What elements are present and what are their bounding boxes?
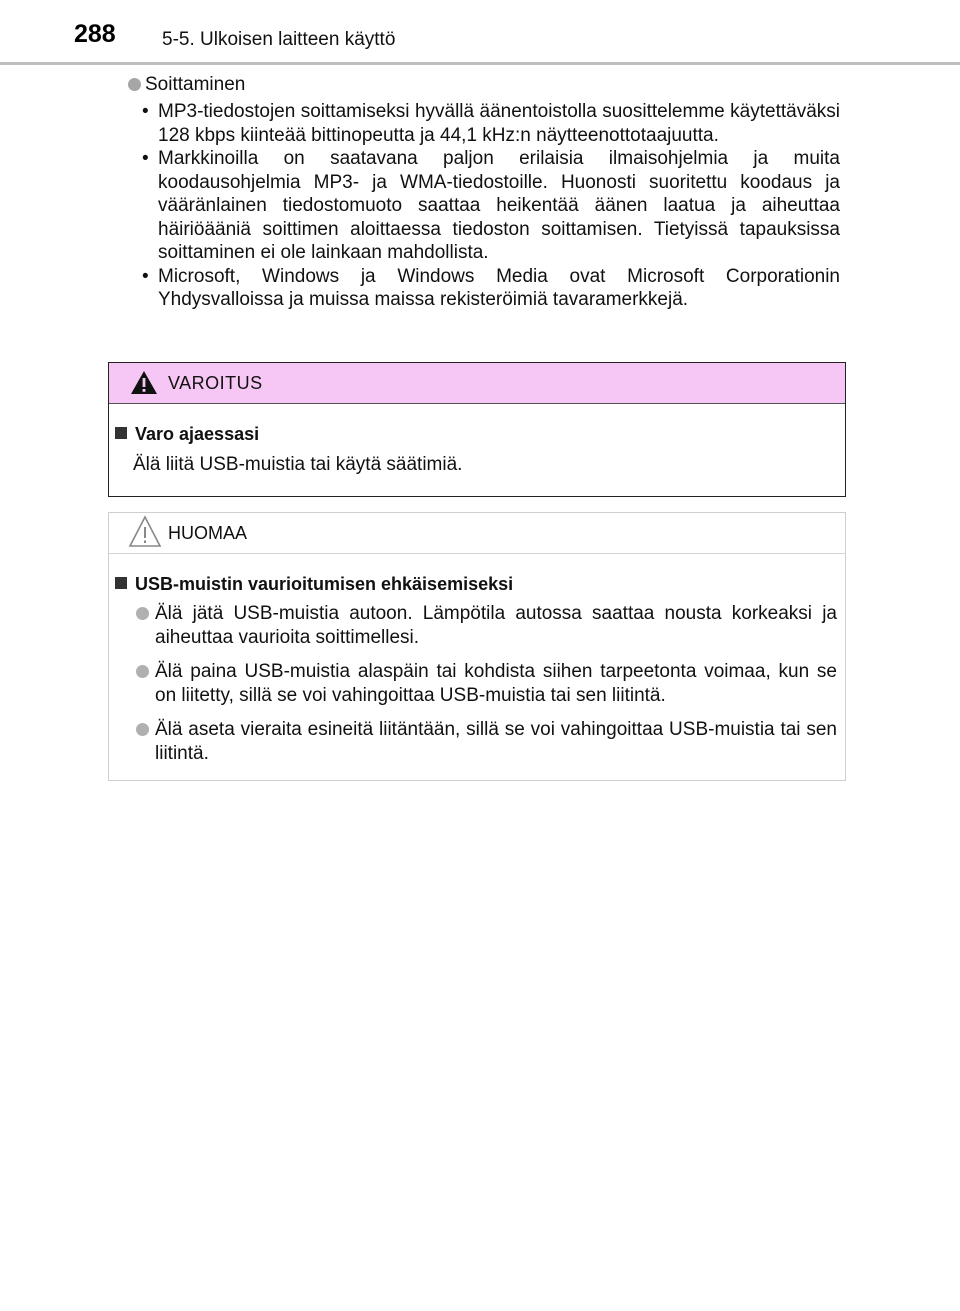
page-number: 288 (74, 20, 116, 48)
bullet-icon: • (142, 101, 149, 122)
list-item: • Markkinoilla on saatavana paljon erilaisia ilmaisohjelmia ja muita koodausohjelmia MP3- ja WMA-tiedostoille. Huonosti suoritettu koodaus ja vääränlainen tiedostomuoto saattaa heikentää äänen laatua ja aiheuttaa häiriöääniä soittimen aloittaessa tiedoston soittamisen. Tietyissä tapauksissa soittaminen ei ole lainkaan mahdollista. (142, 148, 840, 263)
notice-box (108, 512, 846, 781)
square-bullet-icon (115, 577, 127, 589)
bullet-dot-icon (136, 665, 149, 678)
warning-box (108, 362, 846, 497)
bullet-icon: • (142, 148, 149, 169)
list-item: Älä jätä USB-muistia autoon. Lämpötila autossa saattaa nousta korkeaksi ja aiheuttaa vaurioita soittimellesi. (115, 602, 837, 650)
bullet-icon: • (142, 265, 149, 287)
notice-title: HUOMAA (168, 523, 248, 543)
bullet-dot-icon (136, 607, 149, 620)
header-divider (0, 62, 960, 65)
notice-subheading: USB-muistin vaurioitumisen ehkäisemiseksi (115, 572, 837, 596)
list-item: Älä aseta vieraita esineitä liitäntään, sillä se voi vahingoittaa USB-muistia tai sen liitintä. (115, 718, 837, 766)
square-bullet-icon (115, 427, 127, 439)
notice-header (109, 513, 845, 554)
section-title: 5-5. Ulkoisen laitteen käyttö (162, 29, 396, 50)
playback-section (128, 72, 840, 312)
playback-heading: Soittaminen (128, 72, 840, 98)
warning-text: Älä liitä USB-muistia tai käytä säätimiä. (133, 454, 463, 475)
list-item: • Microsoft, Windows ja Windows Media ovat Microsoft Corporationin Yhdysvalloissa ja muissa maissa rekisteröimiä tavaramerkkejä. (142, 265, 840, 310)
list-item: • MP3-tiedostojen soittamiseksi hyvällä äänentoistolla suosittelemme käytettäväksi 128 kbps kiinteää bittinopeutta ja 44,1 kHz:n näytteenottotaajuutta. (142, 101, 840, 146)
warning-triangle-icon (130, 370, 158, 400)
playback-bullet-list (128, 100, 840, 312)
bullet-dot-icon (136, 723, 149, 736)
warning-subheading: Varo ajaessasi (115, 422, 837, 446)
list-item: Älä paina USB-muistia alaspäin tai kohdista siihen tarpeetonta voimaa, kun se on liitetty, sillä se voi vahingoittaa USB-muistia tai sen liitintä. (115, 660, 837, 708)
warning-header (109, 363, 845, 404)
warning-title: VAROITUS (168, 373, 263, 393)
warning-triangle-outline-icon (128, 515, 162, 554)
bullet-dot-icon (128, 78, 141, 91)
